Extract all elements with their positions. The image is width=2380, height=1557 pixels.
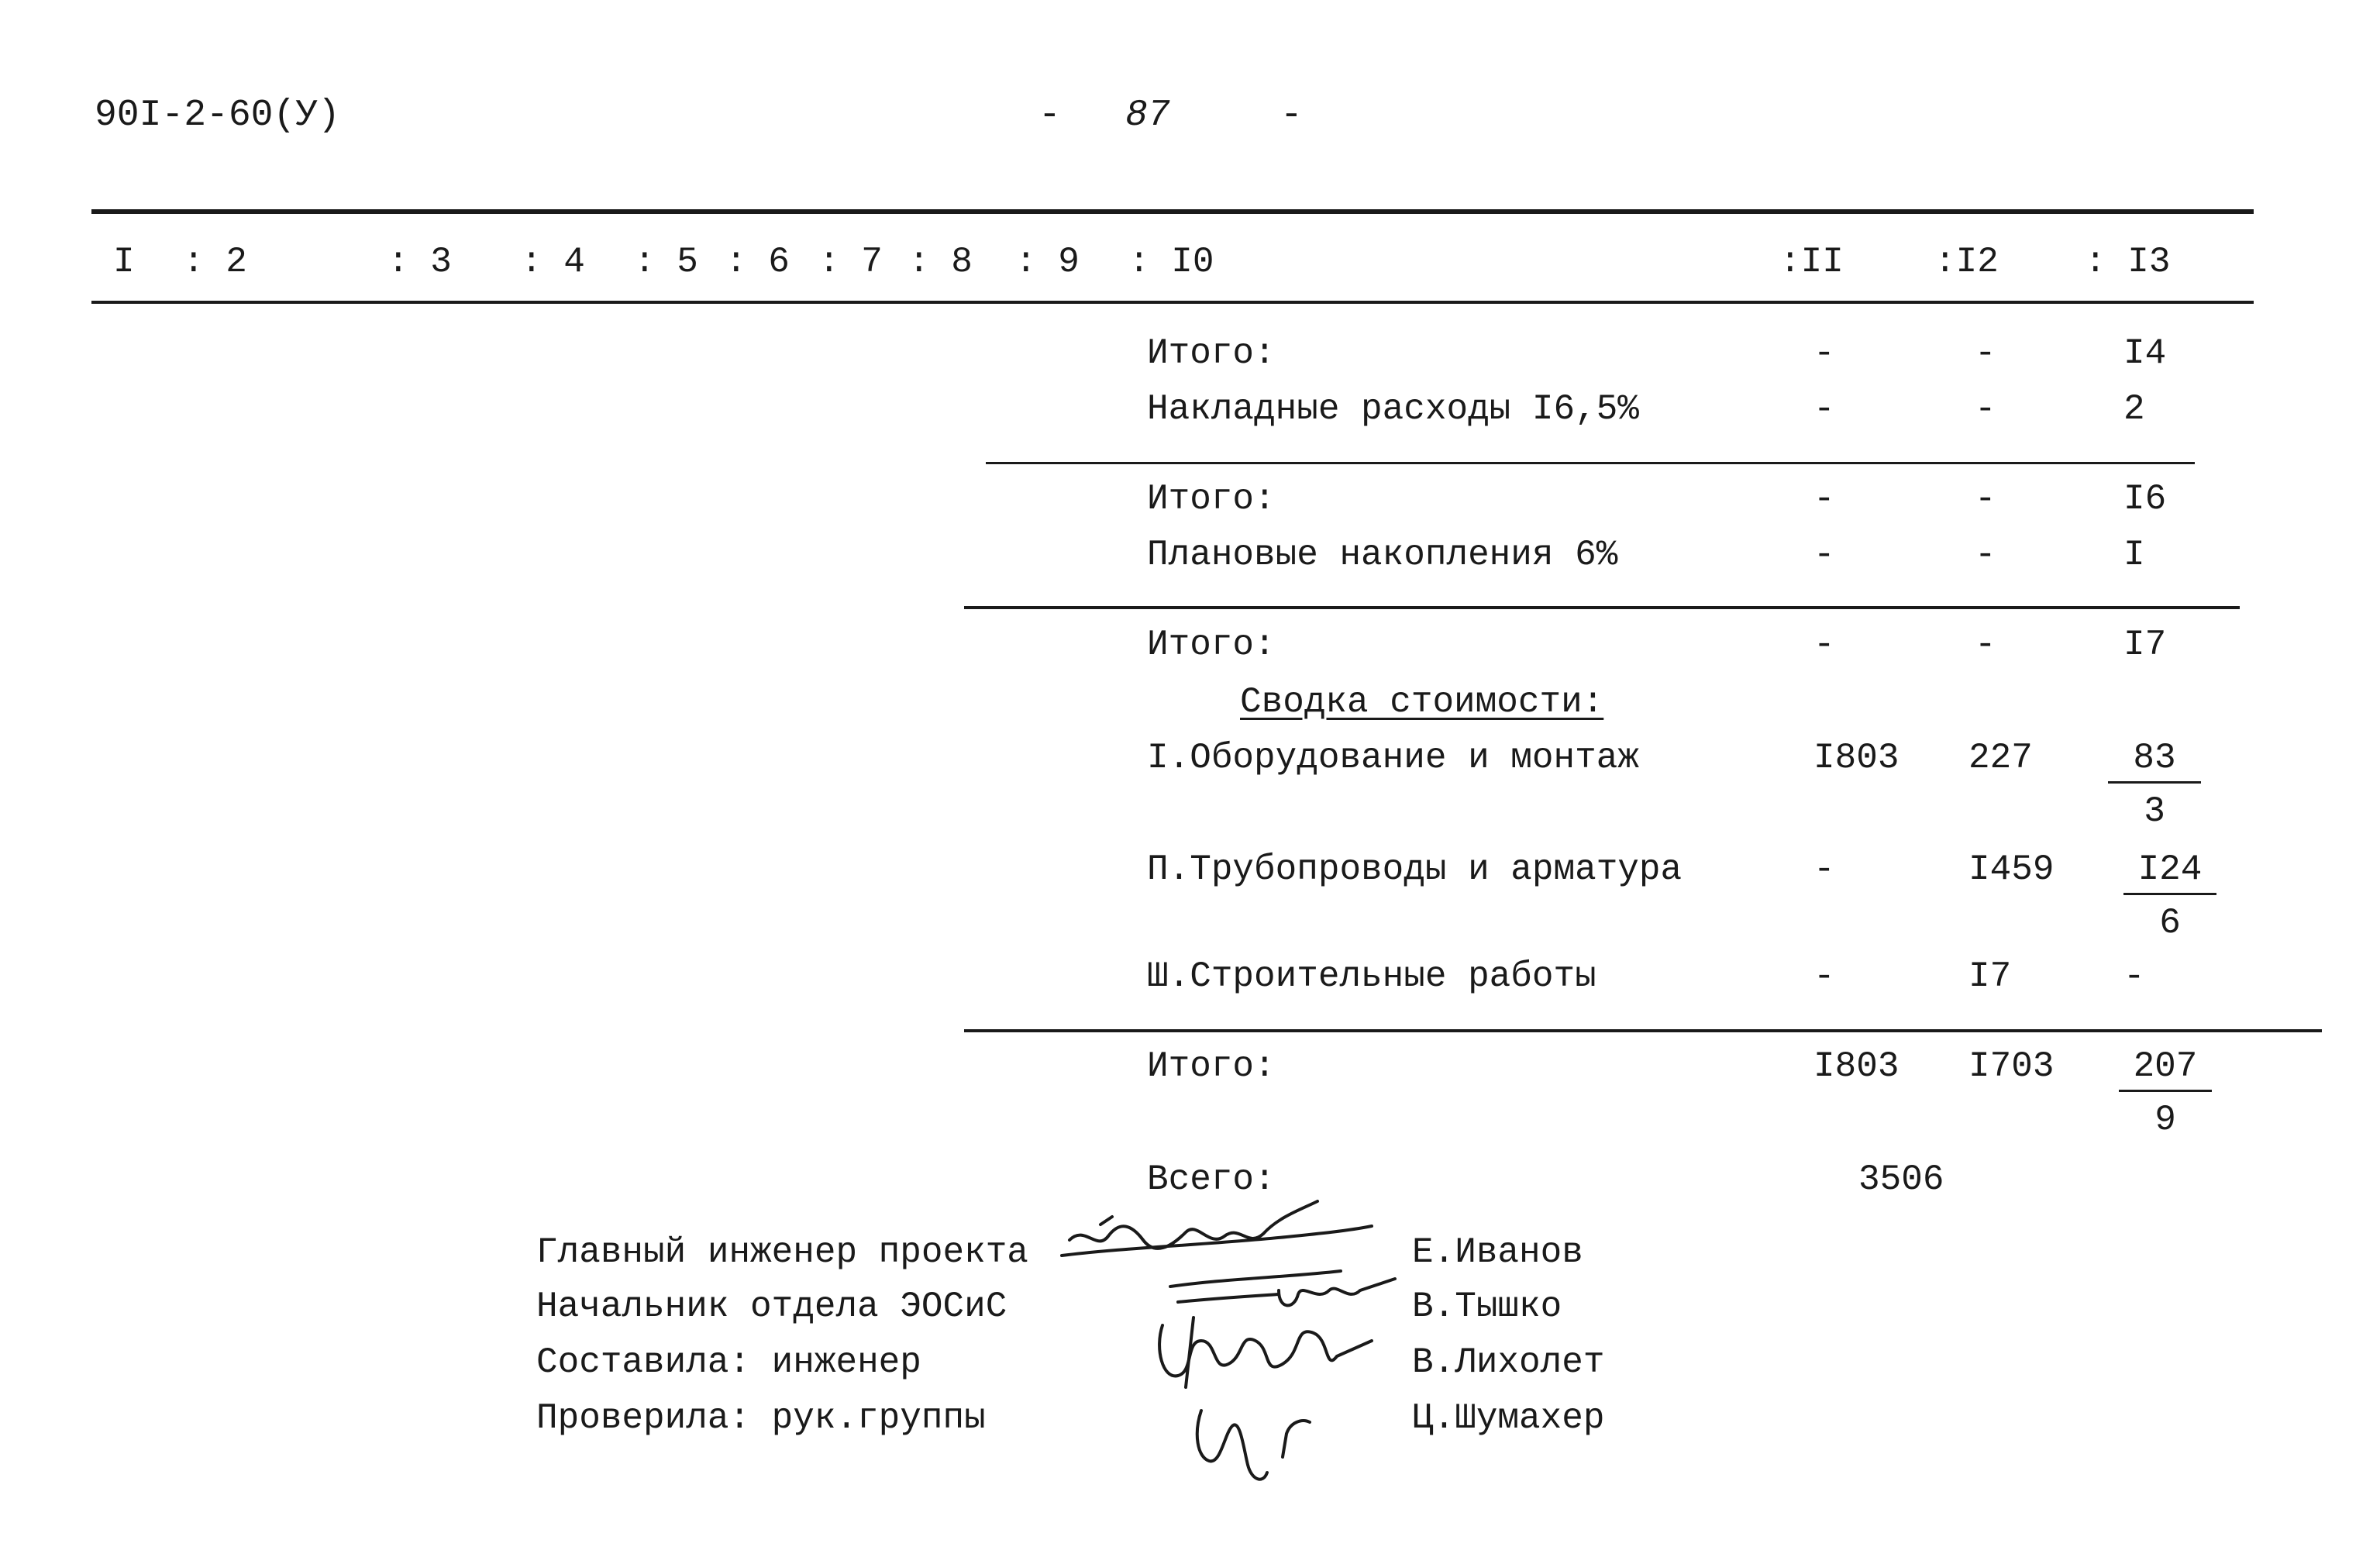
summary-col13-fraction [2123,848,2216,945]
grand-total-value: 3506 [1858,1159,1944,1200]
total-label: Итого: [1147,1046,1276,1087]
page-dash-right: - [1280,95,1303,136]
header-bottom-rule [91,301,2254,304]
summary-col11: - [1813,849,1835,890]
fraction-numerator: 83 [2108,736,2201,784]
summary-col11: - [1813,956,1835,997]
row-col13: I6 [2123,479,2167,519]
signature-name: Ц.Шумахер [1412,1398,1605,1438]
row-col13: I4 [2123,333,2167,374]
signature-role: Составила: инженер [536,1342,921,1383]
signature-role: Проверила: рук.группы [536,1398,986,1438]
summary-label: I.Оборудование и монтаж [1147,738,1639,778]
summary-col12: I7 [1968,956,2012,997]
row-col12: - [1975,479,1996,519]
row-col11: - [1813,389,1835,429]
summary-label: Ш.Строительные работы [1147,956,1596,997]
column-header-11: :II [1779,242,1844,282]
column-header-8: : 8 [908,242,973,282]
handwritten-signature-shumakher [1178,1387,1333,1488]
row-col13: 2 [2123,389,2145,429]
row-col12: - [1975,333,1996,374]
summary-title: Сводка стоимости: [1240,682,1604,722]
section-rule-2 [964,606,2240,609]
column-header-12: :I2 [1934,242,1999,282]
total-col13-fraction [2119,1045,2212,1142]
summary-col12: I459 [1968,849,2055,890]
summary-col13-fraction [2108,736,2201,833]
column-header-1: I [113,242,135,282]
total-rule [964,1029,2322,1032]
column-header-5: : 5 [634,242,698,282]
row-col12: - [1975,389,1996,429]
column-header-7: : 7 [818,242,883,282]
page-dash-left: - [1038,95,1061,136]
fraction-denominator: 9 [2154,1100,2176,1140]
total-col12: I703 [1968,1046,2055,1087]
grand-total-label: Всего: [1147,1159,1276,1200]
summary-col12: 227 [1968,738,2033,778]
total-col11: I803 [1813,1046,1900,1087]
column-header-13: : I3 [2085,242,2171,282]
row-label: Накладные расходы I6,5% [1147,389,1639,429]
summary-col13: - [2123,956,2145,997]
summary-label: П.Трубопроводы и арматура [1147,849,1683,890]
row-label: Итого: [1147,479,1276,519]
signature-role: Главный инженер проекта [536,1232,1028,1273]
handwritten-signature-likholet [1139,1310,1387,1395]
row-col13: I [2123,535,2145,575]
header-top-rule [91,209,2254,214]
column-header-2: : 2 [183,242,247,282]
row-col11: - [1813,625,1835,665]
section-rule-1 [986,462,2195,464]
column-header-4: : 4 [521,242,585,282]
column-header-6: : 6 [725,242,790,282]
fraction-numerator: 207 [2119,1045,2212,1092]
fraction-denominator: 6 [2159,903,2181,943]
signature-name: В.Лихолет [1412,1342,1605,1383]
column-header-10: : I0 [1128,242,1214,282]
signature-name: В.Тышко [1412,1287,1562,1327]
fraction-numerator: I24 [2123,848,2216,895]
document-code: 90I-2-60(У) [95,95,340,136]
column-header-9: : 9 [1015,242,1080,282]
row-label: Итого: [1147,333,1276,374]
row-col12: - [1975,625,1996,665]
signature-role: Начальник отдела ЭОСиС [536,1287,1007,1327]
row-col11: - [1813,535,1835,575]
row-col11: - [1813,333,1835,374]
row-col13: I7 [2123,625,2167,665]
row-label: Итого: [1147,625,1276,665]
column-header-3: : 3 [387,242,452,282]
row-col11: - [1813,479,1835,519]
fraction-denominator: 3 [2144,791,2165,832]
summary-col11: I803 [1813,738,1900,778]
row-label: Плановые накопления 6% [1147,535,1618,575]
signature-name: Е.Иванов [1412,1232,1583,1273]
row-col12: - [1975,535,1996,575]
page-number: 87 [1125,95,1170,136]
